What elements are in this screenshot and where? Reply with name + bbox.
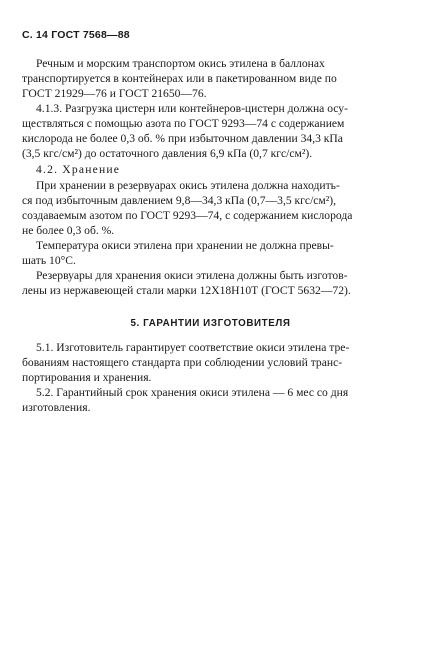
paragraph-line: создаваемым азотом по ГОСТ 9293—74, с содержанием кислорода <box>22 209 353 222</box>
paragraph-line: ществляться с помощью азота по ГОСТ 9293—74 с содержанием <box>22 117 345 130</box>
paragraph-line: кислорода не более 0,3 об. % при избыточном давлении 34,3 кПа <box>22 132 343 145</box>
paragraph-line: не более 0,3 об. %. <box>22 224 115 237</box>
page-header: С. 14 ГОСТ 7568—88 <box>22 29 130 41</box>
section-title: 5. ГАРАНТИИ ИЗГОТОВИТЕЛЯ <box>130 318 291 329</box>
paragraph-line: 5.1. Изготовитель гарантирует соответствие окиси этилена тре- <box>36 341 350 354</box>
paragraph-line: Резервуары для хранения окиси этилена должны быть изготов- <box>36 269 348 282</box>
paragraph-line: 5.2. Гарантийный срок хранения окиси этилена — 6 мес со дня <box>36 386 349 399</box>
paragraph-line: ся под избыточным давлением 9,8—34,3 кПа (0,7—3,5 кгс/см²), <box>22 194 337 207</box>
paragraph-line: 4.1.3. Разгрузка цистерн или контейнеров-цистерн должна осу- <box>36 102 348 115</box>
paragraph-line: ГОСТ 21929—76 и ГОСТ 21650—76. <box>22 87 207 100</box>
paragraph-line: Температура окиси этилена при хранении не должна превы- <box>36 239 334 252</box>
paragraph-line: (3,5 кгс/см²) до остаточного давления 6,9 кПа (0,7 кгс/см²). <box>22 147 313 160</box>
paragraph-line: транспортируется в контейнерах или в пакетированном виде по <box>22 72 337 85</box>
paragraph-line: Речным и морским транспортом окись этилена в баллонах <box>36 57 325 70</box>
paragraph-line: шать 10°С. <box>22 254 76 267</box>
paragraph-line: бованиям настоящего стандарта при соблюдении условий транс- <box>22 356 343 369</box>
paragraph-line: лены из нержавеющей стали марки 12Х18Н10Т (ГОСТ 5632—72). <box>22 284 351 297</box>
paragraph-line: При хранении в резервуарах окись этилена должна находить- <box>36 179 340 192</box>
paragraph-line: изготовления. <box>22 401 91 414</box>
paragraph-line: портирования и хранения. <box>22 371 152 384</box>
subsection-heading: 4.2. Хранение <box>36 163 121 176</box>
